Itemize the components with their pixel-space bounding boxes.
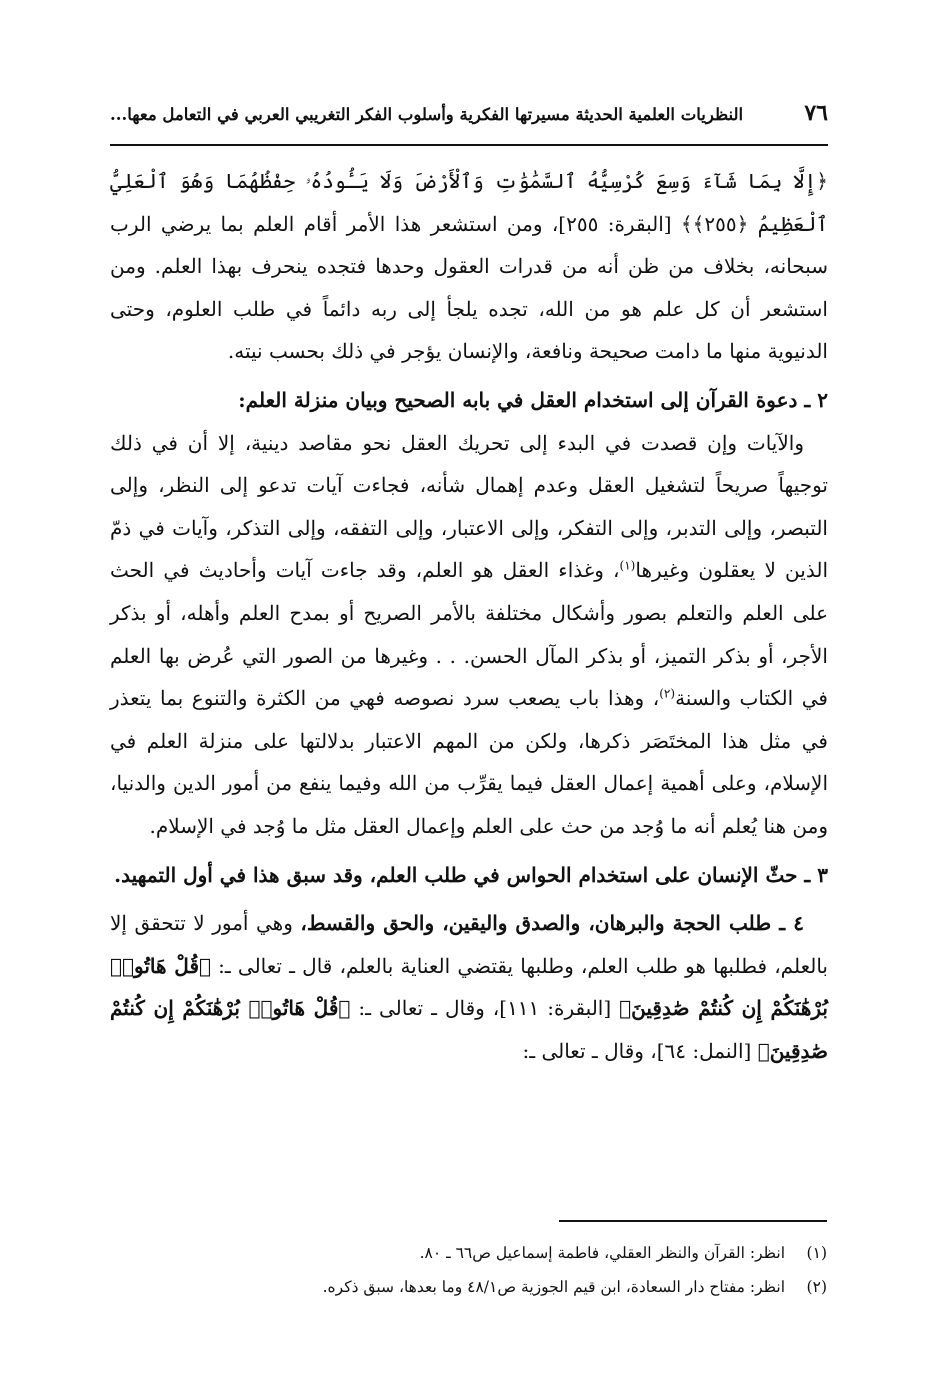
- paragraph-2-part-b: ، وغذاء العقل هو العلم، وقد جاءت آيات وأحاديث في الحث على العلم والتعلم بصور وأشكال مختلفة بالأمر الصريح أو بمدح العلم وأهله، أو بذكر الأجر، أو بذكر التميز، أو بذكر المآل الحسن. . . وغيرها من الصور التي عُرض بها العلم في الكتاب والسنة: [110, 558, 828, 711]
- footnote-ref-1[interactable]: (١): [619, 558, 636, 573]
- page-number: ٧٦: [804, 100, 828, 126]
- footnote-number: (١): [806, 1244, 827, 1262]
- page-header: [110, 100, 828, 140]
- paragraph-4-part-c: [النمل: ٦٤]، وقال ـ تعالى ـ:: [522, 1038, 758, 1063]
- footnote-text: انظر: مفتاح دار السعادة، ابن قيم الجوزية ص٤٨/١ وما بعدها، سبق ذكره.: [322, 1278, 785, 1296]
- paragraph-1: ﴿إِلَّا بِمَا شَآءَ وَسِعَ كُرْسِيُّهُ ٱلسَّمَٰوَٰتِ وَٱلْأَرْضَ وَلَا يَـُٔودُهُۥ حِفْظُهُمَا وَهُوَ ٱلْعَلِيُّ ٱلْعَظِيمُ ﴿٢٥٥﴾﴾ [البقرة: ٢٥٥]، ومن استشعر هذا الأمر أقام العلم بما يرضي الرب سبحانه، بخلاف من ظن أنه من قدرات العقول وحدها فتجده ينحرف بهذا العلم. ومن استشعر أن كل علم هو من الله، تجده يلجأ إلى ربه دائماً في طلب العلوم، وحتى الدنيوية منها ما دامت صحيحة ونافعة، والإنسان يؤجر في ذلك بحسب نيته.: [110, 169, 829, 364]
- paragraph-4-part-b: [البقرة: ١١١]، وقال ـ تعالى ـ:: [350, 996, 620, 1021]
- paragraph-4-part-a: وهي أمور لا تتحقق إلا بالعلم، فطلبها هو طلب العلم، وطلبها يقتضي العناية بالعلم، قال ـ تعالى ـ:: [110, 911, 828, 978]
- paragraph-2: [110, 422, 828, 848]
- running-title: النظريات العلمية الحديثة مسيرتها الفكرية وأسلوب الفكر التغريبي العربي في التعامل معها...: [110, 105, 744, 124]
- header-rule: [110, 144, 828, 146]
- quran-verse-2: ﴿قُلْ هَاتُوا۟ بُرْهَٰنَكُمْ إِن كُنتُمْ صَٰدِقِينَ﴾: [110, 996, 828, 1063]
- paragraph-4: [110, 902, 828, 1072]
- footnotes: [127, 1236, 827, 1304]
- footnote-text: انظر: القرآن والنظر العقلي، فاطمة إسماعيل ص٦٦ ـ ٨٠.: [419, 1244, 785, 1262]
- footnote-rule: [559, 1220, 827, 1222]
- footnote-1: [127, 1236, 827, 1270]
- footnote-ref-2[interactable]: (٢): [659, 686, 676, 701]
- body-text: [110, 160, 828, 1072]
- section-heading-3: ٣ ـ حثّ الإنسان على استخدام الحواس في طلب العلم، وقد سبق هذا في أول التمهيد.: [114, 862, 828, 887]
- paragraph-2-part-a: والآيات وإن قصدت في البدء إلى تحريك العقل نحو مقاصد دينية، إلا أن في ذلك توجيهاً صريحاً لتشغيل العقل وعدم إهمال شأنه، فجاءت آيات تدعو إلى النظر، وإلى التبصر، وإلى التدبر، وإلى التفكر، وإلى الاعتبار، وإلى التفقه، وإلى التذكر، وآيات في ذمّ الذين لا يعقلون وغيرها: [110, 430, 828, 583]
- page: [110, 100, 828, 1072]
- footnote-number: (٢): [806, 1278, 827, 1296]
- quran-verse-1: ﴿قُلْ هَاتُوا۟ بُرْهَٰنَكُمْ إِن كُنتُمْ صَٰدِقِينَ﴾: [110, 953, 828, 1021]
- paragraph-2-part-c: ، وهذا باب يصعب سرد نصوصه فهي من الكثرة والتنوع بما يتعذر في مثل هذا المختَصَر ذكرها، ولكن من المهم الاعتبار بدلالتها على منزلة العلم في الإسلام، وعلى أهمية إعمال العقل فيما يقرِّب من الله وفيما ينفع من أمور الدين والدنيا، ومن هنا يُعلم أنه ما وُجد من حث على العلم وإعمال العقل مثل ما وُجد في الإسلام.: [110, 686, 828, 838]
- footnote-2: [127, 1270, 827, 1304]
- section-heading-2: ٢ ـ دعوة القرآن إلى استخدام العقل في بابه الصحيح وبيان منزلة العلم:: [238, 387, 828, 412]
- section-heading-4: ٤ ـ طلب الحجة والبرهان، والصدق واليقين، والحق والقسط،: [300, 911, 804, 936]
